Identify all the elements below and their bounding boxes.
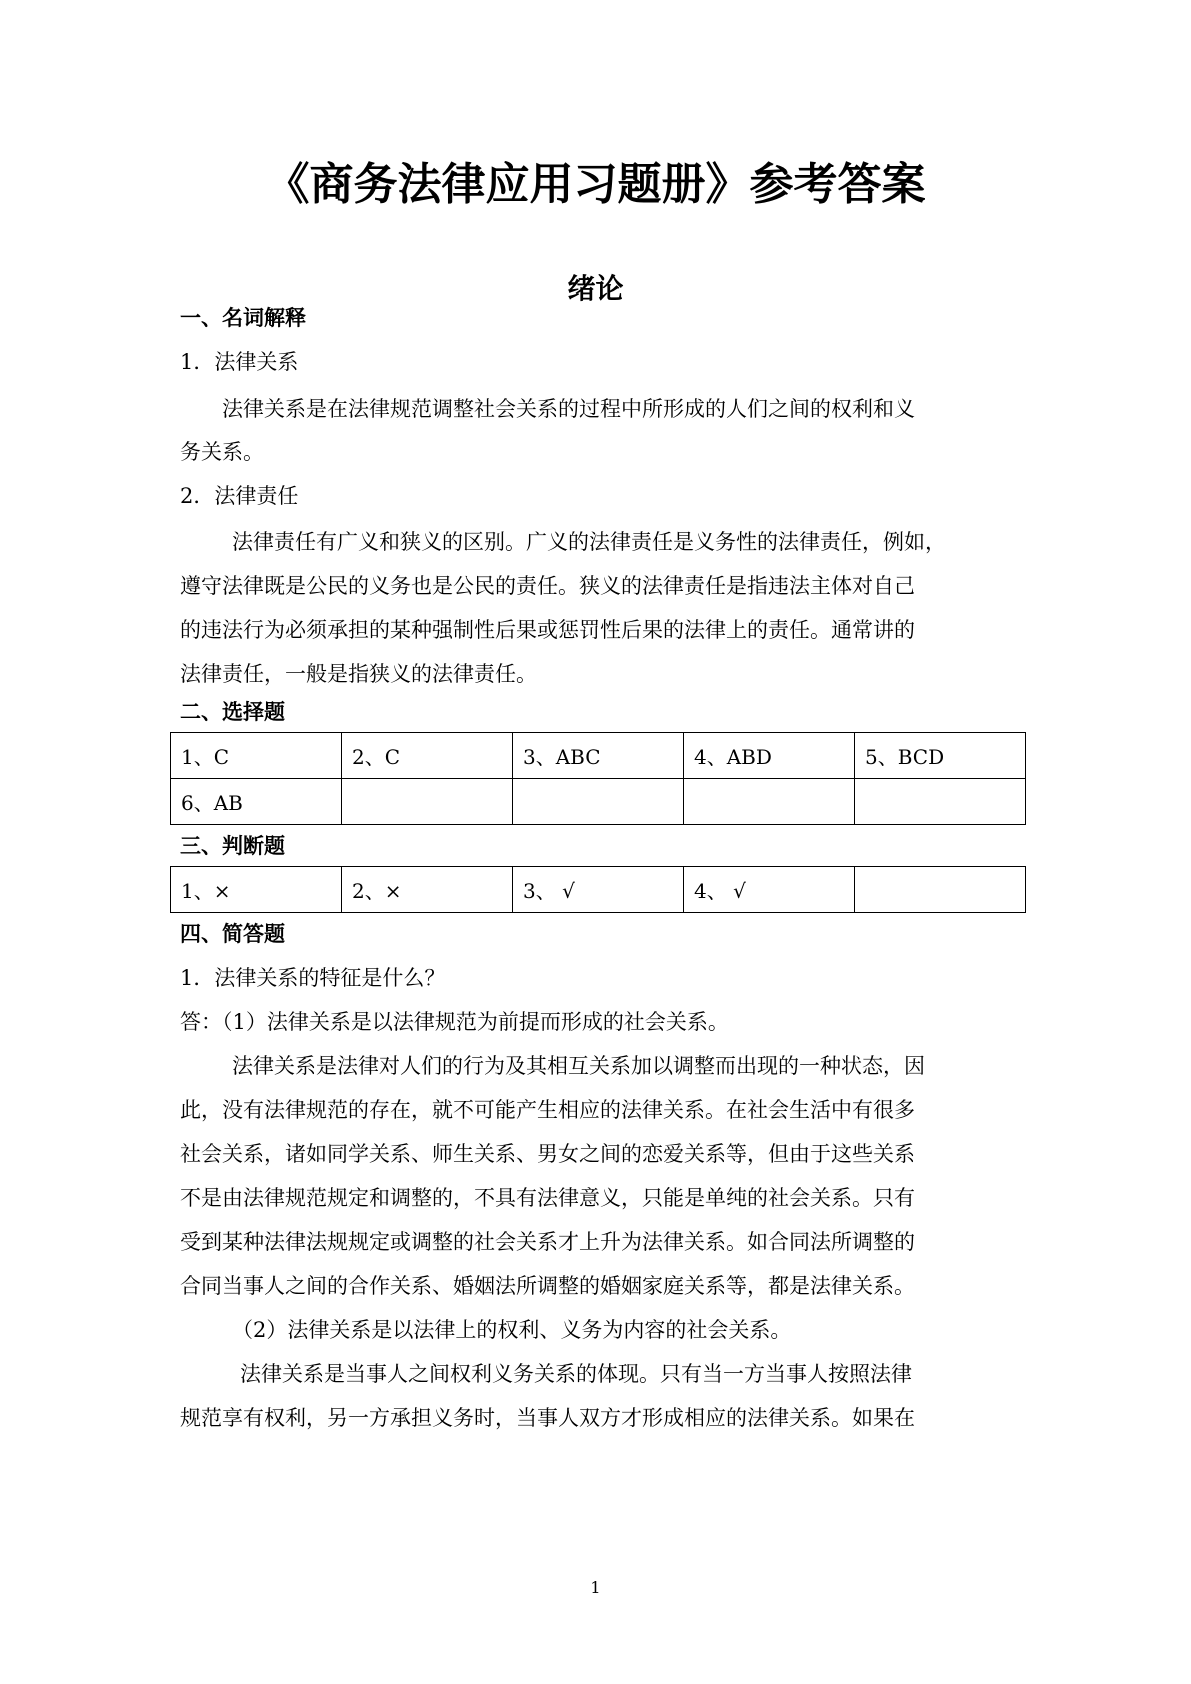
paragraph-line: 法律关系是在法律规范调整社会关系的过程中所形成的人们之间的权利和义 bbox=[222, 397, 915, 421]
paragraph-line: 遵守法律既是公民的义务也是公民的责任。狭义的法律责任是指违法主体对自己 bbox=[180, 574, 915, 598]
paragraph-line: 规范享有权利，另一方承担义务时，当事人双方才形成相应的法律关系。如果在 bbox=[180, 1406, 915, 1430]
chapter-heading: 绪论 bbox=[567, 272, 624, 305]
table-row bbox=[171, 779, 1026, 825]
table-cell: 4、 √ bbox=[684, 867, 855, 913]
table-cell bbox=[855, 867, 1026, 913]
paragraph-line: 合同当事人之间的合作关系、婚姻法所调整的婚姻家庭关系等，都是法律关系。 bbox=[180, 1274, 915, 1298]
table-cell: 2、× bbox=[342, 867, 513, 913]
table-cell: 2、C bbox=[342, 733, 513, 779]
question-title: 1．法律关系的特征是什么？ bbox=[180, 966, 446, 990]
page-number: 1 bbox=[590, 1578, 601, 1597]
table-cell: 6、AB bbox=[171, 779, 342, 825]
choice-answer-table bbox=[170, 732, 1026, 825]
table-row bbox=[171, 733, 1026, 779]
table-cell bbox=[513, 779, 684, 825]
paragraph-line: 此，没有法律规范的存在，就不可能产生相应的法律关系。在社会生活中有很多 bbox=[180, 1098, 915, 1122]
section-heading-judgement: 三、判断题 bbox=[180, 834, 285, 858]
table-row bbox=[171, 867, 1026, 913]
term-title: 1．法律关系 bbox=[180, 350, 299, 374]
paragraph-line: 法律责任，一般是指狭义的法律责任。 bbox=[180, 662, 537, 686]
paragraph-line: 不是由法律规范规定和调整的，不具有法律意义，只能是单纯的社会关系。只有 bbox=[180, 1186, 915, 1210]
paragraph-line: 受到某种法律法规规定或调整的社会关系才上升为法律关系。如合同法所调整的 bbox=[180, 1230, 915, 1254]
term-title: 2．法律责任 bbox=[180, 484, 299, 508]
table-cell bbox=[684, 779, 855, 825]
document-title: 《商务法律应用习题册》参考答案 bbox=[265, 159, 926, 210]
judgement-answer-table bbox=[170, 866, 1026, 913]
table-cell: 4、ABD bbox=[684, 733, 855, 779]
paragraph-line: 的违法行为必须承担的某种强制性后果或惩罚性后果的法律上的责任。通常讲的 bbox=[180, 618, 915, 642]
section-heading-definitions: 一、名词解释 bbox=[180, 306, 306, 330]
table-cell: 3、ABC bbox=[513, 733, 684, 779]
table-cell: 1、× bbox=[171, 867, 342, 913]
table-cell bbox=[855, 779, 1026, 825]
paragraph-line: 法律责任有广义和狭义的区别。广义的法律责任是义务性的法律责任，例如， bbox=[232, 530, 946, 554]
answer-line: 答：（1）法律关系是以法律规范为前提而形成的社会关系。 bbox=[180, 1010, 729, 1034]
section-heading-choice: 二、选择题 bbox=[180, 700, 285, 724]
section-heading-short-answer: 四、简答题 bbox=[180, 922, 285, 946]
paragraph-line: 法律关系是法律对人们的行为及其相互关系加以调整而出现的一种状态，因 bbox=[232, 1054, 925, 1078]
table-cell bbox=[342, 779, 513, 825]
table-cell: 5、BCD bbox=[855, 733, 1026, 779]
table-cell: 1、C bbox=[171, 733, 342, 779]
paragraph-line: 法律关系是当事人之间权利义务关系的体现。只有当一方当事人按照法律 bbox=[240, 1362, 912, 1386]
answer-line: （2）法律关系是以法律上的权利、义务为内容的社会关系。 bbox=[232, 1318, 792, 1342]
paragraph-line: 社会关系，诸如同学关系、师生关系、男女之间的恋爱关系等，但由于这些关系 bbox=[180, 1142, 915, 1166]
table-cell: 3、 √ bbox=[513, 867, 684, 913]
paragraph-line: 务关系。 bbox=[180, 440, 264, 464]
